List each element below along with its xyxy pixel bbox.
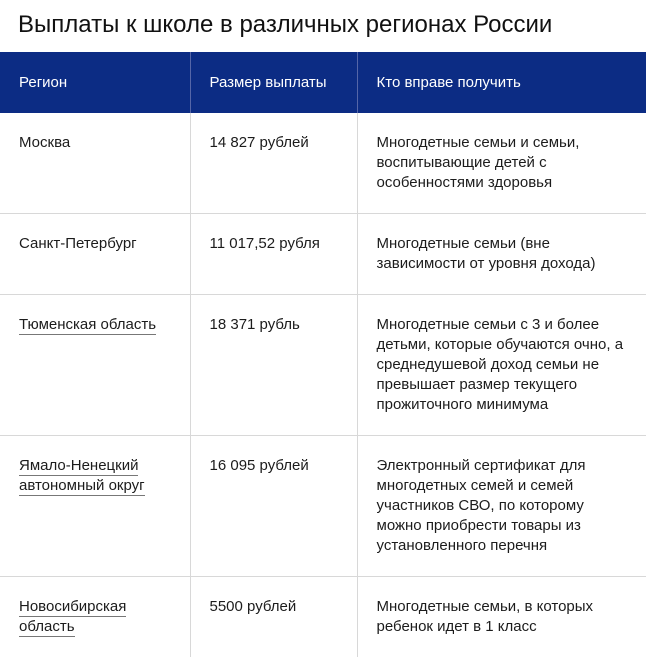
region-link[interactable]: Тюменская область (19, 316, 156, 335)
table-row (0, 295, 646, 436)
page-title: Выплаты к школе в различных регионах России (18, 8, 552, 42)
eligible-cell: Многодетные семьи (вне зависимости от уровня дохода) (357, 214, 646, 295)
header-eligible: Кто вправе получить (357, 52, 646, 113)
payments-table (0, 52, 646, 657)
table-header-row (0, 52, 646, 113)
region-cell (0, 295, 190, 436)
region-name: Москва (19, 134, 70, 151)
eligible-cell: Многодетные семьи и семьи, воспитывающие детей с особенностями здоровья (357, 113, 646, 214)
region-name: Санкт-Петербург (19, 235, 137, 252)
region-cell (0, 214, 190, 295)
table-row (0, 436, 646, 577)
amount-cell: 5500 рублей (190, 577, 357, 657)
table-row (0, 577, 646, 657)
region-link[interactable]: Ямало-Ненецкий автономный округ (19, 457, 145, 496)
region-cell (0, 436, 190, 577)
region-link[interactable]: Новосибирская область (19, 598, 126, 637)
eligible-cell: Многодетные семьи с 3 и более детьми, которые обучаются очно, а среднедушевой доход семьи не превышает размер текущего прожиточного минимума (357, 295, 646, 436)
table-row (0, 214, 646, 295)
amount-cell: 14 827 рублей (190, 113, 357, 214)
amount-cell: 16 095 рублей (190, 436, 357, 577)
header-region: Регион (0, 52, 190, 113)
eligible-cell: Электронный сертификат для многодетных семей и семей участников СВО, по которому можно приобрести товары из установленного перечня (357, 436, 646, 577)
header-amount: Размер выплаты (190, 52, 357, 113)
region-cell (0, 577, 190, 657)
amount-cell: 18 371 рубль (190, 295, 357, 436)
amount-cell: 11 017,52 рубля (190, 214, 357, 295)
eligible-cell: Многодетные семьи, в которых ребенок идет в 1 класс (357, 577, 646, 657)
region-cell (0, 113, 190, 214)
table-row (0, 113, 646, 214)
